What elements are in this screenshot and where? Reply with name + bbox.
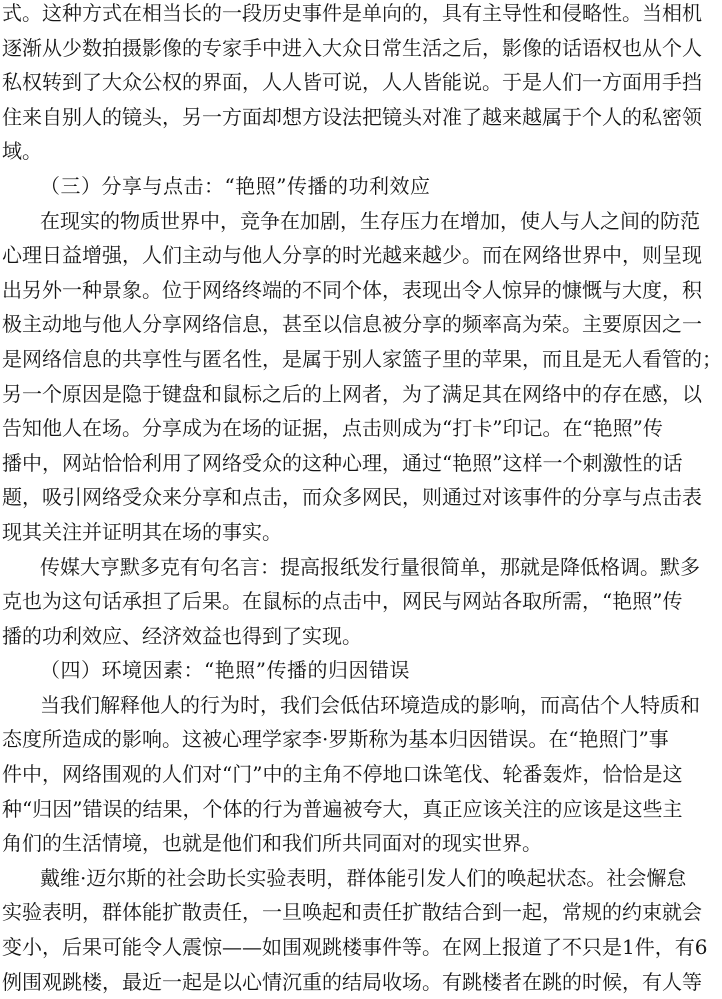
text-line: 是网络信息的共享性与匿名性，是属于别人家篮子里的苹果，而且是无人看管的； xyxy=(2,346,722,371)
text-line: 另一个原因是隐于键盘和鼠标之后的上网者，为了满足其在网络中的存在感，以 xyxy=(2,381,702,406)
text-line: 件中，网络围观的人们对“门”中的主角不停地口诛笔伐、轮番轰炸，恰恰是这 xyxy=(2,762,683,787)
paragraph xyxy=(0,688,700,861)
text-line: 极主动地与他人分享网络信息，甚至以信息被分享的频率高为荣。主要原因之一 xyxy=(2,312,702,337)
text-line: 私权转到了大众公权的界面，人人皆可说，人人皆能说。于是人们一方面用手挡 xyxy=(2,70,702,95)
text-line: 克也为这句话承担了后果。在鼠标的点击中，网民与网站各取所需，“艳照”传 xyxy=(2,589,683,614)
text-line: 传媒大亨默多克有句名言：提高报纸发行量很简单，那就是降低格调。默多 xyxy=(40,554,700,579)
section-heading xyxy=(0,653,600,688)
text-line: 种“归因”错误的结果，个体的行为普遍被夸大，真正应该关注的应该是这些主 xyxy=(2,796,683,821)
text-line: 角们的生活情境，也就是他们和我们所共同面对的现实世界。 xyxy=(2,831,542,856)
paragraph xyxy=(0,550,700,654)
paragraph xyxy=(0,861,708,999)
section-heading-text: （三）分享与点击：“艳照”传播的功利效应 xyxy=(40,173,431,198)
text-line: 当我们解释他人的行为时，我们会低估环境造成的影响，而高估个人特质和 xyxy=(40,692,700,717)
text-line: 式。这种方式在相当长的一段历史事件是单向的，具有主导性和侵略性。当相机 xyxy=(2,1,702,25)
text-line: 出另外一种景象。位于网络终端的不同个体，表现出令人惊异的慷慨与大度，积 xyxy=(2,277,702,302)
text-line: 告知他人在场。分享成为在场的证据，点击则成为“打卡”印记。在“艳照”传 xyxy=(2,416,663,441)
text-line: 态度所造成的影响。这被心理学家李·罗斯称为基本归因错误。在“艳照门”事 xyxy=(2,727,669,752)
text-line: 变小，后果可能令人震惊——如围观跳楼事件等。在网上报道了不只是1件，有6 xyxy=(2,935,708,960)
text-line: 域。 xyxy=(2,139,42,164)
text-line: 播的功利效应、经济效益也得到了实现。 xyxy=(2,623,362,648)
section-heading-text: （四）环境因素：“艳照”传播的归因错误 xyxy=(40,658,410,683)
text-line: 心理日益增强，人们主动与他人分享的时光越来越少。而在网络世界中，则呈现 xyxy=(2,243,702,268)
text-line: 例围观跳楼，最近一起是以心情沉重的结局收场。有跳楼者在跳的时候，有人等 xyxy=(2,969,702,994)
section-heading xyxy=(0,169,600,204)
text-line: 在现实的物质世界中，竞争在加剧，生存压力在增加，使人与人之间的防范 xyxy=(40,208,700,233)
text-line: 播中，网站恰恰利用了网络受众的这种心理，通过“艳照”这样一个刺激性的话 xyxy=(2,450,683,475)
paragraph xyxy=(0,0,702,169)
text-line: 逐渐从少数拍摄影像的专家手中进入大众日常生活之后，影像的话语权也从个人 xyxy=(2,35,702,60)
text-line: 实验表明，群体能扩散责任，一旦唤起和责任扩散结合到一起，常规的约束就会 xyxy=(2,900,702,925)
text-line: 住来自别人的镜头，另一方面却想方设法把镜头对准了越来越属于个人的私密领 xyxy=(2,104,702,129)
text-line: 现其关注并证明其在场的事实。 xyxy=(2,519,282,544)
paragraph xyxy=(0,204,722,550)
text-line: 戴维·迈尔斯的社会助长实验表明，群体能引发人们的唤起状态。社会懈怠 xyxy=(40,865,687,890)
text-line: 题，吸引网络受众来分享和点击，而众多网民，则通过对该事件的分享与点击表 xyxy=(2,485,702,510)
